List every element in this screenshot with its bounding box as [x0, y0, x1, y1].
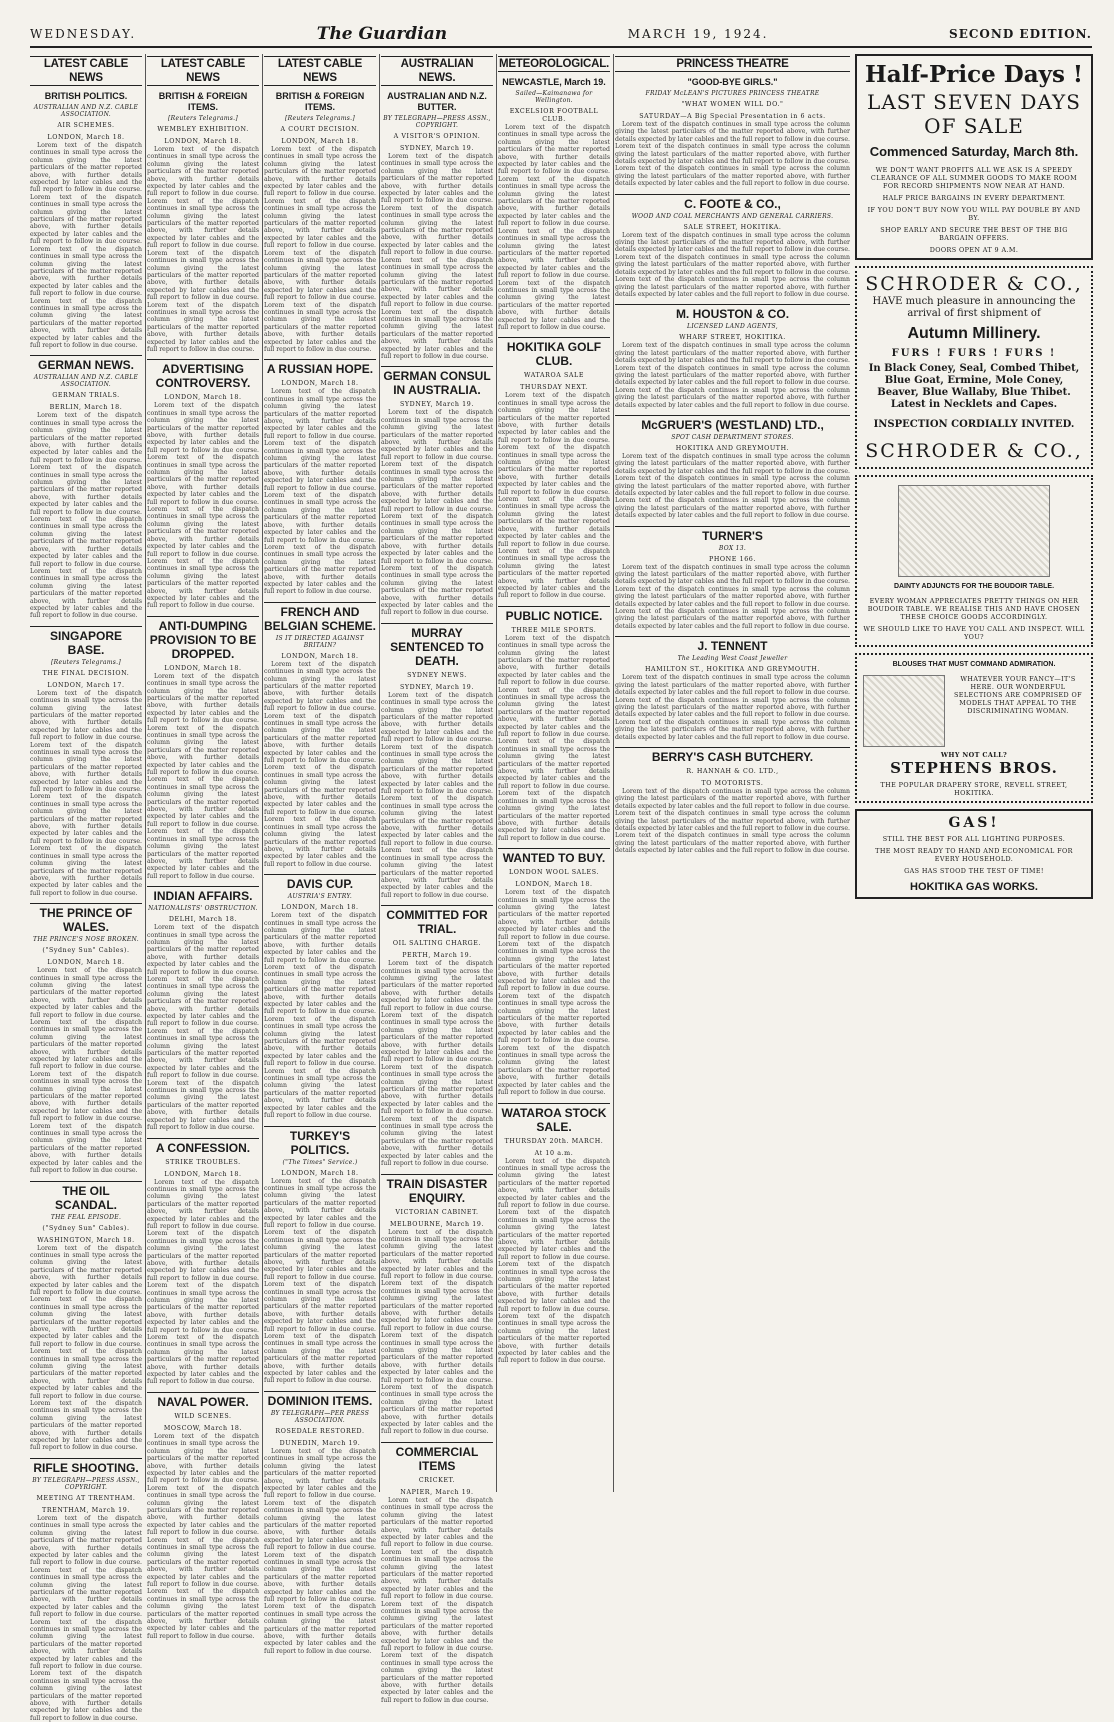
schroder-desc: In Black Coney, Seal, Combed Thibet, Blue Goat, Ermine, Mole Coney, Beaver, Blue Wallaby, Blue Thibet. Latest in Necklets and Capes. [868, 363, 1080, 410]
half-price-date: Commenced Saturday, March 8th. [869, 144, 1079, 159]
section-title: "GOOD-BYE GIRLS." [687, 77, 778, 87]
section-dateline: MOSCOW, March 18. [163, 1424, 243, 1432]
section-dateline: LONDON, March 18. [164, 138, 242, 145]
section-credit: SPOT CASH DEPARTMENT STORES. [671, 433, 794, 441]
schroder-ad [855, 266, 1093, 469]
section-dateline: LONDON, March 18. [281, 138, 359, 145]
section-credit: [Reuters Telegrams.] [285, 115, 355, 122]
half-price-subtitle-1: LAST SEVEN DAYS [867, 90, 1081, 114]
article-body: Lorem text of the dispatch continues in small type across the column giving the latest particulars of the matter reported above, with further details expected by later cables and the full report to follow in due course. Lorem text of the dispatch continues in small type across the column giving the latest particulars of the matter reported above, with further details expected by later cables and the full report to follow in due course. Lorem text of the dispatch continues in small type across the column giving the latest particulars of the matter reported above, with further details expected by later cables and the full report to follow in due course. Lorem text of the dispatch continues in small type across the column giving the latest particulars of the matter reported above, with further details expected by later cables and the full report to follow in due course. [264, 912, 376, 1120]
column-header: LATEST CABLE NEWS [264, 56, 376, 86]
blouses-body: WHATEVER YOUR FANCY—IT'S HERE. OUR WONDERFUL SELECTIONS ARE COMPRISED OF MODELS THAT APPEAL TO THE DISCRIMINATING WOMAN. [954, 675, 1082, 715]
section-dateline: WASHINGTON, March 18. [37, 1236, 135, 1244]
section-dateline: LONDON, March 18. [281, 904, 359, 912]
section-subhead: WILD SCENES. [174, 1412, 232, 1420]
section-title: BRITISH & FOREIGN ITEMS. [158, 91, 248, 112]
section-subhead: A COURT DECISION. [280, 126, 360, 133]
section-credit: THE FEAL EPISODE. [50, 1213, 122, 1221]
section-dateline: LONDON, March 18. [281, 380, 359, 388]
article-body: Lorem text of the dispatch continues in small type across the column giving the latest particulars of the matter reported above, with further details expected by later cables and the full report to follow in due course. Lorem text of the dispatch continues in small type across the column giving the latest particulars of the matter reported above, with further details expected by later cables and the full report to follow in due course. Lorem text of the dispatch continues in small type across the column giving the latest particulars of the matter reported above, with further details expected by later cables and the full report to follow in due course. Lorem text of the dispatch continues in small type across the column giving the latest particulars of the matter reported above, with further details expected by later cables and the full report to follow in due course. [147, 672, 259, 880]
section-credit: AUSTRIA'S ENTRY. [287, 893, 353, 901]
section-credit: IS IT DIRECTED AGAINST BRITAIN? [275, 634, 365, 649]
section-title: THE OIL SCANDAL. [30, 1181, 142, 1212]
half-price-line-2: HALF PRICE BARGAINS IN EVERY DEPARTMENT. [882, 194, 1066, 202]
dainty-body: EVERY WOMAN APPRECIATES PRETTY THINGS ON HER BOUDOIR TABLE. WE REALISE THIS AND HAVE CHOSEN THESE CHOICE GOODS ACCORDINGLY. [867, 597, 1081, 621]
section-subhead: ("Sydney Sun" Cables). [42, 947, 130, 955]
section-dateline: TO MOTORISTS. [701, 779, 764, 787]
column-header: LATEST CABLE NEWS [147, 56, 259, 86]
half-price-line-1: WE DON'T WANT PROFITS ALL WE ASK IS A SPEEDY CLEARANCE OF ALL SUMMER GOODS TO MAKE ROOM FOR RECORD SHIPMENTS NOW NEAR AT HAND. [870, 166, 1078, 190]
column-3 [264, 54, 380, 1655]
stephens-address: THE POPULAR DRAPERY STORE, REVELL STREET, HOKITIKA. [880, 781, 1068, 797]
dainty-ad [855, 475, 1093, 647]
section-title: BERRY'S CASH BUTCHERY. [615, 747, 850, 764]
section-title: BRITISH & FOREIGN ITEMS. [275, 91, 365, 112]
article-body: Lorem text of the dispatch continues in small type across the column giving the latest particulars of the matter reported above, with further details expected by later cables and the full report to follow in due course. Lorem text of the dispatch continues in small type across the column giving the latest particulars of the matter reported above, with further details expected by later cables and the full report to follow in due course. Lorem text of the dispatch continues in small type across the column giving the latest particulars of the matter reported above, with further details expected by later cables and the full report to follow in due course. Lorem text of the dispatch continues in small type across the column giving the latest particulars of the matter reported above, with further details expected by later cables and the full report to follow in due course. [381, 153, 493, 360]
article-body: Lorem text of the dispatch continues in small type across the column giving the latest particulars of the matter reported above, with further details expected by later cables and the full report to follow in due course. Lorem text of the dispatch continues in small type across the column giving the latest particulars of the matter reported above, with further details expected by later cables and the full report to follow in due course. Lorem text of the dispatch continues in small type across the column giving the latest particulars of the matter reported above, with further details expected by later cables and the full report to follow in due course. [615, 231, 850, 298]
section-credit: Sailed—Kaimanawa for Wellington. [515, 90, 593, 104]
section-dateline: At 10 a.m. [534, 1149, 574, 1157]
section-subhead: THURSDAY 20th. MARCH. [504, 1137, 604, 1145]
section-dateline: PERTH, March 19. [402, 952, 472, 960]
section-subhead: HOKITIKA AND GREYMOUTH. [675, 444, 790, 452]
section-subhead: ROSEDALE RESTORED. [275, 1427, 365, 1435]
column-header: METEOROLOGICAL. [498, 58, 610, 70]
section-subhead: OIL SALTING CHARGE. [392, 940, 482, 948]
dainty-sign: WE SHOULD LIKE TO HAVE YOU CALL AND INSPECT. WILL YOU? [863, 625, 1085, 641]
schroder-furs: FURS ! FURS ! FURS ! [891, 348, 1057, 359]
section-dateline: LONDON, March 18. [47, 134, 125, 141]
article-body: Lorem text of the dispatch continues in small type across the column giving the latest particulars of the matter reported above, with further details expected by later cables and the full report to follow in due course. Lorem text of the dispatch continues in small type across the column giving the latest particulars of the matter reported above, with further details expected by later cables and the full report to follow in due course. Lorem text of the dispatch continues in small type across the column giving the latest particulars of the matter reported above, with further details expected by later cables and the full report to follow in due course. Lorem text of the dispatch continues in small type across the column giving the latest particulars of the matter reported above, with further details expected by later cables and the full report to follow in due course. [381, 1228, 493, 1436]
section-dateline: LONDON, March 18. [164, 664, 242, 672]
section-subhead: WATAROA SALE [523, 372, 585, 380]
section-subhead: THREE MILE SPORTS. [511, 626, 597, 634]
section-title: FRENCH AND BELGIAN SCHEME. [264, 602, 376, 633]
section-subhead: ("Sydney Sun" Cables). [42, 1224, 130, 1232]
section-credit: AUSTRALIAN AND N.Z. CABLE ASSOCIATION. [33, 104, 139, 118]
article-body: Lorem text of the dispatch continues in small type across the column giving the latest particulars of the matter reported above, with further details expected by later cables and the full report to follow in due course. Lorem text of the dispatch continues in small type across the column giving the latest particulars of the matter reported above, with further details expected by later cables and the full report to follow in due course. Lorem text of the dispatch continues in small type across the column giving the latest particulars of the matter reported above, with further details expected by later cables and the full report to follow in due course. Lorem text of the dispatch continues in small type across the column giving the latest particulars of the matter reported above, with further details expected by later cables and the full report to follow in due course. [498, 889, 610, 1097]
blouse-illustration [863, 675, 945, 747]
article-body: Lorem text of the dispatch continues in small type across the column giving the latest particulars of the matter reported above, with further details expected by later cables and the full report to follow in due course. Lorem text of the dispatch continues in small type across the column giving the latest particulars of the matter reported above, with further details expected by later cables and the full report to follow in due course. Lorem text of the dispatch continues in small type across the column giving the latest particulars of the matter reported above, with further details expected by later cables and the full report to follow in due course. [615, 342, 850, 409]
column-1 [30, 54, 146, 1722]
section-dateline: SYDNEY, March 19. [400, 683, 474, 691]
half-price-subtitle-2: OF SALE [924, 114, 1024, 138]
article-body: Lorem text of the dispatch continues in small type across the column giving the latest particulars of the matter reported above, with further details expected by later cables and the full report to follow in due course. Lorem text of the dispatch continues in small type across the column giving the latest particulars of the matter reported above, with further details expected by later cables and the full report to follow in due course. Lorem text of the dispatch continues in small type across the column giving the latest particulars of the matter reported above, with further details expected by later cables and the full report to follow in due course. [615, 452, 850, 520]
masthead [30, 22, 1092, 48]
article-body: Lorem text of the dispatch continues in small type across the column giving the latest particulars of the matter reported above, with further details expected by later cables and the full report to follow in due course. Lorem text of the dispatch continues in small type across the column giving the latest particulars of the matter reported above, with further details expected by later cables and the full report to follow in due course. Lorem text of the dispatch continues in small type across the column giving the latest particulars of the matter reported above, with further details expected by later cables and the full report to follow in due course. Lorem text of the dispatch continues in small type across the column giving the latest particulars of the matter reported above, with further details expected by later cables and the full report to follow in due course. [498, 634, 610, 842]
section-dateline: LONDON, March 18. [47, 959, 125, 967]
masthead-edition: SECOND EDITION. [949, 27, 1092, 41]
section-dateline: LONDON, March 17. [47, 681, 125, 689]
stephens-name: STEPHENS BROS. [890, 759, 1058, 777]
section-subhead: LONDON WOOL SALES. [508, 869, 600, 877]
section-title: TURNER'S [615, 526, 850, 543]
section-subhead: WEMBLEY EXHIBITION. [157, 126, 249, 133]
dainty-caption: DAINTY ADJUNCTS FOR THE BOUDOIR TABLE. [893, 583, 1055, 590]
section-title: GERMAN NEWS. [30, 355, 142, 372]
section-title: SINGAPORE BASE. [30, 626, 142, 657]
section-title: INDIAN AFFAIRS. [147, 886, 259, 903]
section-dateline: SATURDAY—A Big Special Presentation in 6 acts. [639, 113, 826, 120]
article-body: Lorem text of the dispatch continues in small type across the column giving the latest particulars of the matter reported above, with further details expected by later cables and the full report to follow in due course. Lorem text of the dispatch continues in small type across the column giving the latest particulars of the matter reported above, with further details expected by later cables and the full report to follow in due course. Lorem text of the dispatch continues in small type across the column giving the latest particulars of the matter reported above, with further details expected by later cables and the full report to follow in due course. [615, 563, 850, 630]
section-dateline: LONDON, March 18. [164, 1170, 242, 1178]
section-credit: NATIONALISTS' OBSTRUCTION. [148, 905, 258, 913]
article-body: Lorem text of the dispatch continues in small type across the column giving the latest particulars of the matter reported above, with further details expected by later cables and the full report to follow in due course. Lorem text of the dispatch continues in small type across the column giving the latest particulars of the matter reported above, with further details expected by later cables and the full report to follow in due course. Lorem text of the dispatch continues in small type across the column giving the latest particulars of the matter reported above, with further details expected by later cables and the full report to follow in due course. Lorem text of the dispatch continues in small type across the column giving the latest particulars of the matter reported above, with further details expected by later cables and the full report to follow in due course. [498, 124, 610, 331]
section-dateline: TRENTHAM, March 19. [42, 1506, 130, 1514]
article-body: Lorem text of the dispatch continues in small type across the column giving the latest particulars of the matter reported above, with further details expected by later cables and the full report to follow in due course. Lorem text of the dispatch continues in small type across the column giving the latest particulars of the matter reported above, with further details expected by later cables and the full report to follow in due course. Lorem text of the dispatch continues in small type across the column giving the latest particulars of the matter reported above, with further details expected by later cables and the full report to follow in due course. [615, 787, 850, 855]
section-title: ADVERTISING CONTROVERSY. [147, 359, 259, 390]
advertisement-column [855, 54, 1093, 1492]
section-credit: ("The Times" Service.) [282, 1158, 358, 1166]
article-body: Lorem text of the dispatch continues in small type across the column giving the latest particulars of the matter reported above, with further details expected by later cables and the full report to follow in due course. Lorem text of the dispatch continues in small type across the column giving the latest particulars of the matter reported above, with further details expected by later cables and the full report to follow in due course. Lorem text of the dispatch continues in small type across the column giving the latest particulars of the matter reported above, with further details expected by later cables and the full report to follow in due course. Lorem text of the dispatch continues in small type across the column giving the latest particulars of the matter reported above, with further details expected by later cables and the full report to follow in due course. [381, 960, 493, 1168]
section-title: DOMINION ITEMS. [264, 1391, 376, 1408]
section-title: TRAIN DISASTER ENQUIRY. [381, 1174, 493, 1205]
gas-works-name: HOKITIKA GAS WORKS. [910, 881, 1038, 893]
section-title: COMMERCIAL ITEMS [381, 1442, 493, 1473]
section-dateline: LONDON, March 18. [281, 652, 359, 660]
masthead-day: WEDNESDAY. [30, 27, 137, 41]
article-body: Lorem text of the dispatch continues in small type across the column giving the latest particulars of the matter reported above, with further details expected by later cables and the full report to follow in due course. Lorem text of the dispatch continues in small type across the column giving the latest particulars of the matter reported above, with further details expected by later cables and the full report to follow in due course. Lorem text of the dispatch continues in small type across the column giving the latest particulars of the matter reported above, with further details expected by later cables and the full report to follow in due course. Lorem text of the dispatch continues in small type across the column giving the latest particulars of the matter reported above, with further details expected by later cables and the full report to follow in due course. [30, 412, 142, 620]
section-dateline: LONDON, March 18. [515, 881, 593, 889]
section-title: HOKITIKA GOLF CLUB. [498, 337, 610, 368]
article-body: Lorem text of the dispatch continues in small type across the column giving the latest particulars of the matter reported above, with further details expected by later cables and the full report to follow in due course. Lorem text of the dispatch continues in small type across the column giving the latest particulars of the matter reported above, with further details expected by later cables and the full report to follow in due course. Lorem text of the dispatch continues in small type across the column giving the latest particulars of the matter reported above, with further details expected by later cables and the full report to follow in due course. Lorem text of the dispatch continues in small type across the column giving the latest particulars of the matter reported above, with further details expected by later cables and the full report to follow in due course. [381, 409, 493, 617]
article-body: Lorem text of the dispatch continues in small type across the column giving the latest particulars of the matter reported above, with further details expected by later cables and the full report to follow in due course. Lorem text of the dispatch continues in small type across the column giving the latest particulars of the matter reported above, with further details expected by later cables and the full report to follow in due course. Lorem text of the dispatch continues in small type across the column giving the latest particulars of the matter reported above, with further details expected by later cables and the full report to follow in due course. Lorem text of the dispatch continues in small type across the column giving the latest particulars of the matter reported above, with further details expected by later cables and the full report to follow in due course. [147, 146, 259, 353]
article-body: Lorem text of the dispatch continues in small type across the column giving the latest particulars of the matter reported above, with further details expected by later cables and the full report to follow in due course. Lorem text of the dispatch continues in small type across the column giving the latest particulars of the matter reported above, with further details expected by later cables and the full report to follow in due course. Lorem text of the dispatch continues in small type across the column giving the latest particulars of the matter reported above, with further details expected by later cables and the full report to follow in due course. Lorem text of the dispatch continues in small type across the column giving the latest particulars of the matter reported above, with further details expected by later cables and the full report to follow in due course. [30, 142, 142, 349]
section-title: M. HOUSTON & CO. [615, 304, 850, 321]
section-title: A CONFESSION. [147, 1138, 259, 1155]
article-body: Lorem text of the dispatch continues in small type across the column giving the latest particulars of the matter reported above, with further details expected by later cables and the full report to follow in due course. Lorem text of the dispatch continues in small type across the column giving the latest particulars of the matter reported above, with further details expected by later cables and the full report to follow in due course. Lorem text of the dispatch continues in small type across the column giving the latest particulars of the matter reported above, with further details expected by later cables and the full report to follow in due course. Lorem text of the dispatch continues in small type across the column giving the latest particulars of the matter reported above, with further details expected by later cables and the full report to follow in due course. [264, 1177, 376, 1385]
article-body: Lorem text of the dispatch continues in small type across the column giving the latest particulars of the matter reported above, with further details expected by later cables and the full report to follow in due course. Lorem text of the dispatch continues in small type across the column giving the latest particulars of the matter reported above, with further details expected by later cables and the full report to follow in due course. Lorem text of the dispatch continues in small type across the column giving the latest particulars of the matter reported above, with further details expected by later cables and the full report to follow in due course. Lorem text of the dispatch continues in small type across the column giving the latest particulars of the matter reported above, with further details expected by later cables and the full report to follow in due course. [381, 691, 493, 899]
blouses-ad [855, 653, 1093, 803]
gas-line-2: THE MOST READY TO HAND AND ECONOMICAL FOR EVERY HOUSEHOLD. [875, 847, 1073, 863]
article-body: Lorem text of the dispatch continues in small type across the column giving the latest particulars of the matter reported above, with further details expected by later cables and the full report to follow in due course. Lorem text of the dispatch continues in small type across the column giving the latest particulars of the matter reported above, with further details expected by later cables and the full report to follow in due course. Lorem text of the dispatch continues in small type across the column giving the latest particulars of the matter reported above, with further details expected by later cables and the full report to follow in due course. [615, 674, 850, 741]
section-title: TURKEY'S POLITICS. [264, 1126, 376, 1157]
article-body: Lorem text of the dispatch continues in small type across the column giving the latest particulars of the matter reported above, with further details expected by later cables and the full report to follow in due course. Lorem text of the dispatch continues in small type across the column giving the latest particulars of the matter reported above, with further details expected by later cables and the full report to follow in due course. Lorem text of the dispatch continues in small type across the column giving the latest particulars of the matter reported above, with further details expected by later cables and the full report to follow in due course. Lorem text of the dispatch continues in small type across the column giving the latest particulars of the matter reported above, with further details expected by later cables and the full report to follow in due course. [30, 1514, 142, 1722]
gas-line-1: STILL THE BEST FOR ALL LIGHTING PURPOSES. [882, 835, 1066, 843]
section-credit: BOX 13. [718, 544, 747, 552]
section-subhead: GERMAN TRIALS. [52, 392, 120, 400]
section-dateline: BERLIN, March 18. [49, 404, 123, 412]
section-title: DAVIS CUP. [264, 874, 376, 891]
section-credit: AUSTRALIAN AND N.Z. CABLE ASSOCIATION. [33, 374, 139, 389]
half-price-line-5: DOORS OPEN AT 9 A.M. [929, 246, 1019, 254]
article-body: Lorem text of the dispatch continues in small type across the column giving the latest particulars of the matter reported above, with further details expected by later cables and the full report to follow in due course. Lorem text of the dispatch continues in small type across the column giving the latest particulars of the matter reported above, with further details expected by later cables and the full report to follow in due course. Lorem text of the dispatch continues in small type across the column giving the latest particulars of the matter reported above, with further details expected by later cables and the full report to follow in due course. Lorem text of the dispatch continues in small type across the column giving the latest particulars of the matter reported above, with further details expected by later cables and the full report to follow in due course. [147, 402, 259, 610]
section-credit: BY TELEGRAPH—PRESS ASSN., COPYRIGHT. [32, 1476, 140, 1491]
section-subhead: STRIKE TROUBLES. [165, 1158, 241, 1166]
section-subhead: SYDNEY NEWS. [407, 671, 467, 679]
section-dateline: DUNEDIN, March 19. [279, 1439, 361, 1447]
section-subhead: EXCELSIOR FOOTBALL CLUB. [509, 108, 599, 123]
gas-ad [855, 809, 1093, 899]
schroder-intro: HAVE much pleasure in announcing the arrival of first shipment of [872, 296, 1076, 319]
masthead-date: MARCH 19, 1924. [627, 27, 769, 41]
section-dateline: SYDNEY, March 19. [400, 145, 474, 152]
section-dateline: LONDON, March 18. [281, 1169, 359, 1177]
section-dateline: NAPIER, March 19. [400, 1488, 474, 1496]
section-credit: [Reuters Telegrams.] [168, 115, 238, 122]
article-body: Lorem text of the dispatch continues in small type across the column giving the latest particulars of the matter reported above, with further details expected by later cables and the full report to follow in due course. Lorem text of the dispatch continues in small type across the column giving the latest particulars of the matter reported above, with further details expected by later cables and the full report to follow in due course. Lorem text of the dispatch continues in small type across the column giving the latest particulars of the matter reported above, with further details expected by later cables and the full report to follow in due course. [615, 121, 850, 188]
masthead-paper-title: The Guardian [316, 24, 448, 44]
section-title: PUBLIC NOTICE. [498, 606, 610, 623]
article-body: Lorem text of the dispatch continues in small type across the column giving the latest particulars of the matter reported above, with further details expected by later cables and the full report to follow in due course. Lorem text of the dispatch continues in small type across the column giving the latest particulars of the matter reported above, with further details expected by later cables and the full report to follow in due course. Lorem text of the dispatch continues in small type across the column giving the latest particulars of the matter reported above, with further details expected by later cables and the full report to follow in due course. Lorem text of the dispatch continues in small type across the column giving the latest particulars of the matter reported above, with further details expected by later cables and the full report to follow in due course. [147, 924, 259, 1132]
column-2 [147, 54, 263, 1640]
section-dateline: SYDNEY, March 19. [400, 401, 474, 409]
column-6 [615, 54, 850, 1492]
article-body: Lorem text of the dispatch continues in small type across the column giving the latest particulars of the matter reported above, with further details expected by later cables and the full report to follow in due course. Lorem text of the dispatch continues in small type across the column giving the latest particulars of the matter reported above, with further details expected by later cables and the full report to follow in due course. Lorem text of the dispatch continues in small type across the column giving the latest particulars of the matter reported above, with further details expected by later cables and the full report to follow in due course. Lorem text of the dispatch continues in small type across the column giving the latest particulars of the matter reported above, with further details expected by later cables and the full report to follow in due course. [147, 1178, 259, 1386]
column-header: AUSTRALIAN NEWS. [381, 56, 493, 86]
article-body: Lorem text of the dispatch continues in small type across the column giving the latest particulars of the matter reported above, with further details expected by later cables and the full report to follow in due course. Lorem text of the dispatch continues in small type across the column giving the latest particulars of the matter reported above, with further details expected by later cables and the full report to follow in due course. Lorem text of the dispatch continues in small type across the column giving the latest particulars of the matter reported above, with further details expected by later cables and the full report to follow in due course. Lorem text of the dispatch continues in small type across the column giving the latest particulars of the matter reported above, with further details expected by later cables and the full report to follow in due course. [381, 1496, 493, 1704]
section-title: J. TENNENT [615, 636, 850, 653]
section-title: BRITISH POLITICS. [44, 91, 128, 101]
article-body: Lorem text of the dispatch continues in small type across the column giving the latest particulars of the matter reported above, with further details expected by later cables and the full report to follow in due course. Lorem text of the dispatch continues in small type across the column giving the latest particulars of the matter reported above, with further details expected by later cables and the full report to follow in due course. Lorem text of the dispatch continues in small type across the column giving the latest particulars of the matter reported above, with further details expected by later cables and the full report to follow in due course. Lorem text of the dispatch continues in small type across the column giving the latest particulars of the matter reported above, with further details expected by later cables and the full report to follow in due course. [30, 689, 142, 897]
section-title: MURRAY SENTENCED TO DEATH. [381, 623, 493, 668]
half-price-ad [855, 54, 1093, 260]
section-title: WATAROA STOCK SALE. [498, 1103, 610, 1134]
section-title: RIFLE SHOOTING. [30, 1458, 142, 1475]
section-title: WANTED TO BUY. [498, 848, 610, 865]
gas-line-3: GAS HAS STOOD THE TEST OF TIME! [904, 867, 1044, 875]
section-title: GERMAN CONSUL IN AUSTRALIA. [381, 366, 493, 397]
section-credit: FRIDAY McLEAN'S PICTURES PRINCESS THEATRE [645, 90, 820, 97]
section-title: THE PRINCE OF WALES. [30, 903, 142, 934]
section-credit: [Reuters Telegrams.] [51, 658, 121, 666]
column-4 [381, 54, 497, 1704]
section-subhead: THE FINAL DECISION. [42, 669, 130, 677]
section-subhead: VICTORIAN CABINET. [395, 1208, 479, 1216]
schroder-autumn: Autumn Millinery. [907, 325, 1041, 342]
blouses-caption: BLOUSES THAT MUST COMMAND ADMIRATION. [892, 661, 1056, 668]
section-dateline: LONDON, March 18. [164, 394, 242, 402]
blouses-tag: WHY NOT CALL? [940, 751, 1008, 759]
section-dateline: THURSDAY NEXT. [520, 384, 588, 392]
article-body: Lorem text of the dispatch continues in small type across the column giving the latest particulars of the matter reported above, with further details expected by later cables and the full report to follow in due course. Lorem text of the dispatch continues in small type across the column giving the latest particulars of the matter reported above, with further details expected by later cables and the full report to follow in due course. Lorem text of the dispatch continues in small type across the column giving the latest particulars of the matter reported above, with further details expected by later cables and the full report to follow in due course. Lorem text of the dispatch continues in small type across the column giving the latest particulars of the matter reported above, with further details expected by later cables and the full report to follow in due course. [264, 388, 376, 596]
section-credit: BY TELEGRAPH—PER PRESS ASSOCIATION. [270, 1409, 370, 1424]
section-subhead: SALE STREET, HOKITIKA. [683, 223, 782, 231]
schroder-name: SCHRODER & CO., [865, 273, 1083, 295]
section-title: NEWCASTLE, March 19. [502, 77, 606, 87]
section-title: A RUSSIAN HOPE. [264, 359, 376, 376]
section-subhead: "WHAT WOMEN WILL DO." [681, 101, 784, 108]
section-title: AUSTRALIAN AND N.Z. BUTTER. [387, 91, 487, 112]
section-subhead: PHONE 166. [708, 555, 757, 563]
section-title: McGRUER'S (WESTLAND) LTD., [615, 415, 850, 432]
gas-title: GAS! [948, 815, 1000, 831]
section-subhead: A VISITOR'S OPINION. [393, 133, 481, 140]
half-price-line-3: IF YOU DON'T BUY NOW YOU WILL PAY DOUBLE BY AND BY. [867, 206, 1081, 222]
column-header: PRINCESS THEATRE [615, 56, 850, 72]
section-subhead: R. HANNAH & CO. LTD., [686, 767, 779, 775]
article-body: Lorem text of the dispatch continues in small type across the column giving the latest particulars of the matter reported above, with further details expected by later cables and the full report to follow in due course. Lorem text of the dispatch continues in small type across the column giving the latest particulars of the matter reported above, with further details expected by later cables and the full report to follow in due course. Lorem text of the dispatch continues in small type across the column giving the latest particulars of the matter reported above, with further details expected by later cables and the full report to follow in due course. Lorem text of the dispatch continues in small type across the column giving the latest particulars of the matter reported above, with further details expected by later cables and the full report to follow in due course. [30, 967, 142, 1175]
article-body: Lorem text of the dispatch continues in small type across the column giving the latest particulars of the matter reported above, with further details expected by later cables and the full report to follow in due course. Lorem text of the dispatch continues in small type across the column giving the latest particulars of the matter reported above, with further details expected by later cables and the full report to follow in due course. Lorem text of the dispatch continues in small type across the column giving the latest particulars of the matter reported above, with further details expected by later cables and the full report to follow in due course. Lorem text of the dispatch continues in small type across the column giving the latest particulars of the matter reported above, with further details expected by later cables and the full report to follow in due course. [498, 1157, 610, 1365]
section-dateline: DELHI, March 18. [168, 916, 238, 924]
column-5 [498, 54, 614, 1492]
section-title: C. FOOTE & CO., [615, 194, 850, 211]
section-subhead: AIR SCHEMES. [57, 122, 115, 129]
section-subhead: MEETING AT TRENTHAM. [36, 1494, 136, 1502]
section-credit: THE PRINCE'S NOSE BROKEN. [33, 936, 139, 944]
section-credit: The Leading West Coast Jeweller [677, 655, 788, 663]
section-title: COMMITTED FOR TRIAL. [381, 905, 493, 936]
section-subhead: WHARF STREET, HOKITIKA. [679, 334, 786, 342]
section-credit: WOOD AND COAL MERCHANTS AND GENERAL CARRIERS. [631, 212, 834, 220]
article-body: Lorem text of the dispatch continues in small type across the column giving the latest particulars of the matter reported above, with further details expected by later cables and the full report to follow in due course. Lorem text of the dispatch continues in small type across the column giving the latest particulars of the matter reported above, with further details expected by later cables and the full report to follow in due course. Lorem text of the dispatch continues in small type across the column giving the latest particulars of the matter reported above, with further details expected by later cables and the full report to follow in due course. Lorem text of the dispatch continues in small type across the column giving the latest particulars of the matter reported above, with further details expected by later cables and the full report to follow in due course. [30, 1244, 142, 1452]
schroder-invite: INSPECTION CORDIALLY INVITED. [873, 419, 1075, 430]
article-body: Lorem text of the dispatch continues in small type across the column giving the latest particulars of the matter reported above, with further details expected by later cables and the full report to follow in due course. Lorem text of the dispatch continues in small type across the column giving the latest particulars of the matter reported above, with further details expected by later cables and the full report to follow in due course. Lorem text of the dispatch continues in small type across the column giving the latest particulars of the matter reported above, with further details expected by later cables and the full report to follow in due course. Lorem text of the dispatch continues in small type across the column giving the latest particulars of the matter reported above, with further details expected by later cables and the full report to follow in due course. [264, 1447, 376, 1655]
section-title: ANTI-DUMPING PROVISION TO BE DROPPED. [147, 616, 259, 661]
article-body: Lorem text of the dispatch continues in small type across the column giving the latest particulars of the matter reported above, with further details expected by later cables and the full report to follow in due course. Lorem text of the dispatch continues in small type across the column giving the latest particulars of the matter reported above, with further details expected by later cables and the full report to follow in due course. Lorem text of the dispatch continues in small type across the column giving the latest particulars of the matter reported above, with further details expected by later cables and the full report to follow in due course. Lorem text of the dispatch continues in small type across the column giving the latest particulars of the matter reported above, with further details expected by later cables and the full report to follow in due course. [498, 392, 610, 600]
schroder-name-2: SCHRODER & CO., [865, 440, 1083, 462]
section-dateline: MELBOURNE, March 19. [389, 1220, 485, 1228]
section-credit: LICENSED LAND AGENTS, [687, 323, 778, 331]
article-body: Lorem text of the dispatch continues in small type across the column giving the latest particulars of the matter reported above, with further details expected by later cables and the full report to follow in due course. Lorem text of the dispatch continues in small type across the column giving the latest particulars of the matter reported above, with further details expected by later cables and the full report to follow in due course. Lorem text of the dispatch continues in small type across the column giving the latest particulars of the matter reported above, with further details expected by later cables and the full report to follow in due course. Lorem text of the dispatch continues in small type across the column giving the latest particulars of the matter reported above, with further details expected by later cables and the full report to follow in due course. [147, 1432, 259, 1640]
section-credit: BY TELEGRAPH—PRESS ASSN., COPYRIGHT. [383, 115, 491, 129]
column-header: LATEST CABLE NEWS [30, 56, 142, 86]
half-price-title: Half-Price Days ! [864, 61, 1084, 88]
half-price-line-4: SHOP EARLY AND SECURE THE BEST OF THE BIG BARGAIN OFFERS. [880, 226, 1068, 242]
section-subhead: HAMILTON ST., HOKITIKA AND GREYMOUTH. [644, 666, 821, 674]
article-body: Lorem text of the dispatch continues in small type across the column giving the latest particulars of the matter reported above, with further details expected by later cables and the full report to follow in due course. Lorem text of the dispatch continues in small type across the column giving the latest particulars of the matter reported above, with further details expected by later cables and the full report to follow in due course. Lorem text of the dispatch continues in small type across the column giving the latest particulars of the matter reported above, with further details expected by later cables and the full report to follow in due course. Lorem text of the dispatch continues in small type across the column giving the latest particulars of the matter reported above, with further details expected by later cables and the full report to follow in due course. [264, 660, 376, 868]
section-subhead: CRICKET. [418, 1476, 456, 1484]
article-body: Lorem text of the dispatch continues in small type across the column giving the latest particulars of the matter reported above, with further details expected by later cables and the full report to follow in due course. Lorem text of the dispatch continues in small type across the column giving the latest particulars of the matter reported above, with further details expected by later cables and the full report to follow in due course. Lorem text of the dispatch continues in small type across the column giving the latest particulars of the matter reported above, with further details expected by later cables and the full report to follow in due course. Lorem text of the dispatch continues in small type across the column giving the latest particulars of the matter reported above, with further details expected by later cables and the full report to follow in due course. [264, 146, 376, 353]
section-title: NAVAL POWER. [147, 1392, 259, 1409]
dressing-table-illustration [898, 485, 1050, 577]
